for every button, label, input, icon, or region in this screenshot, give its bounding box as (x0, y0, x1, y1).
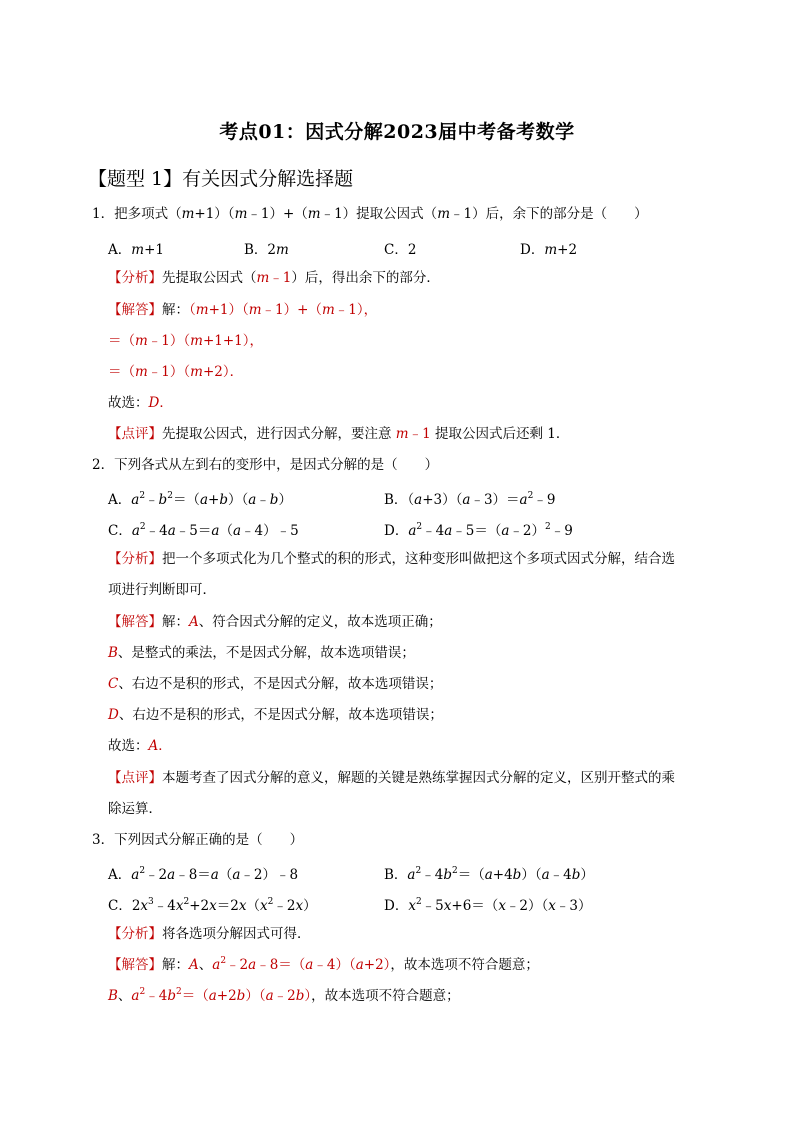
q1-analysis: 【分析】先提取公因式（m﹣1）后，得出余下的部分． (108, 270, 440, 286)
q2-option-d: D．$a^2﹣4a﹣5=(a﹣2)^2﹣9$ (384, 522, 573, 539)
q3-answer-line-2: B、$a^2﹣4b^2=(a+2b)(a﹣2b)$，故本选项不符合题意； (108, 987, 460, 1004)
page-title: 考点01：因式分解2023届中考备考数学 (219, 121, 575, 143)
q3-option-a: A．$a^2﹣2a﹣8=a(a﹣2)﹣8$ (108, 866, 299, 883)
q2-analysis-line-2: 项进行判断即可． (108, 582, 216, 598)
q1-answer-line-4: 故选：D． (108, 395, 173, 411)
question-2-stem: 2．下列各式从左到右的变形中，是因式分解的是（ ） (92, 457, 439, 473)
q1-option-d: D．m+2 (520, 242, 578, 258)
q1-answer-line-1: 【解答】解：（m+1）（m﹣1）+（m﹣1）， (108, 302, 378, 318)
q2-answer-line-3: C、右边不是积的形式，不是因式分解，故本选项错误； (108, 676, 443, 692)
q2-comment-line-2: 除运算． (108, 801, 162, 817)
q1-answer-line-2: ＝（m﹣1）（m+1+1）， (108, 333, 264, 349)
q1-answer-line-3: ＝（m﹣1）（m+2）． (108, 364, 244, 380)
section-heading: 【题型 1】有关因式分解选择题 (88, 168, 354, 190)
q3-option-c: C．$2x^3﹣4x^2+2x=2x(x^2﹣2x)$ (108, 897, 317, 914)
q3-option-d: D．$x^2﹣5x+6=(x﹣2)(x﹣3)$ (384, 897, 592, 914)
q2-option-a: A．$a^2﹣b^2=(a+b)(a﹣b)$ (108, 491, 292, 508)
q1-option-a: A．m+1 (108, 242, 164, 258)
q2-option-c: C．$a^2﹣4a﹣5=a(a﹣4)﹣5$ (108, 522, 299, 539)
question-1-stem: 1．把多项式（m+1）（m﹣1）+（m﹣1）提取公因式（m﹣1）后，余下的部分是（ ） (92, 206, 648, 222)
q1-comment: 【点评】先提取公因式，进行因式分解，要注意 m﹣1 提取公因式后还剩 1． (108, 426, 570, 442)
q3-answer-line-1: 【解答】解：A、$a^2﹣2a﹣8=(a﹣4)(a+2)$，故本选项不符合题意； (108, 956, 539, 973)
q2-comment-line-1: 【点评】本题考查了因式分解的意义，解题的关键是熟练掌握因式分解的定义，区别开整式的乘 (108, 770, 675, 786)
q2-answer-line-4: D、右边不是积的形式，不是因式分解，故本选项错误； (108, 707, 443, 723)
q2-answer-line-2: B、是整式的乘法，不是因式分解，故本选项错误； (108, 645, 415, 661)
q1-option-c: C．2 (384, 242, 417, 258)
q3-option-b: B．$a^2﹣4b^2=(a+4b)(a﹣4b)$ (384, 866, 594, 883)
q2-analysis-line-1: 【分析】把一个多项式化为几个整式的积的形式，这种变形叫做把这个多项式因式分解，结合选 (108, 551, 675, 567)
q2-answer-line-5: 故选：A． (108, 738, 172, 754)
q1-option-b: B．2m (244, 242, 289, 258)
q2-answer-line-1: 【解答】解：A、符合因式分解的定义，故本选项正确； (108, 614, 442, 630)
question-3-stem: 3．下列因式分解正确的是（ ） (92, 832, 304, 848)
q2-option-b: B．$(a+3)(a﹣3)=a^2﹣9$ (384, 491, 556, 508)
q3-analysis: 【分析】将各选项分解因式可得． (108, 926, 311, 942)
